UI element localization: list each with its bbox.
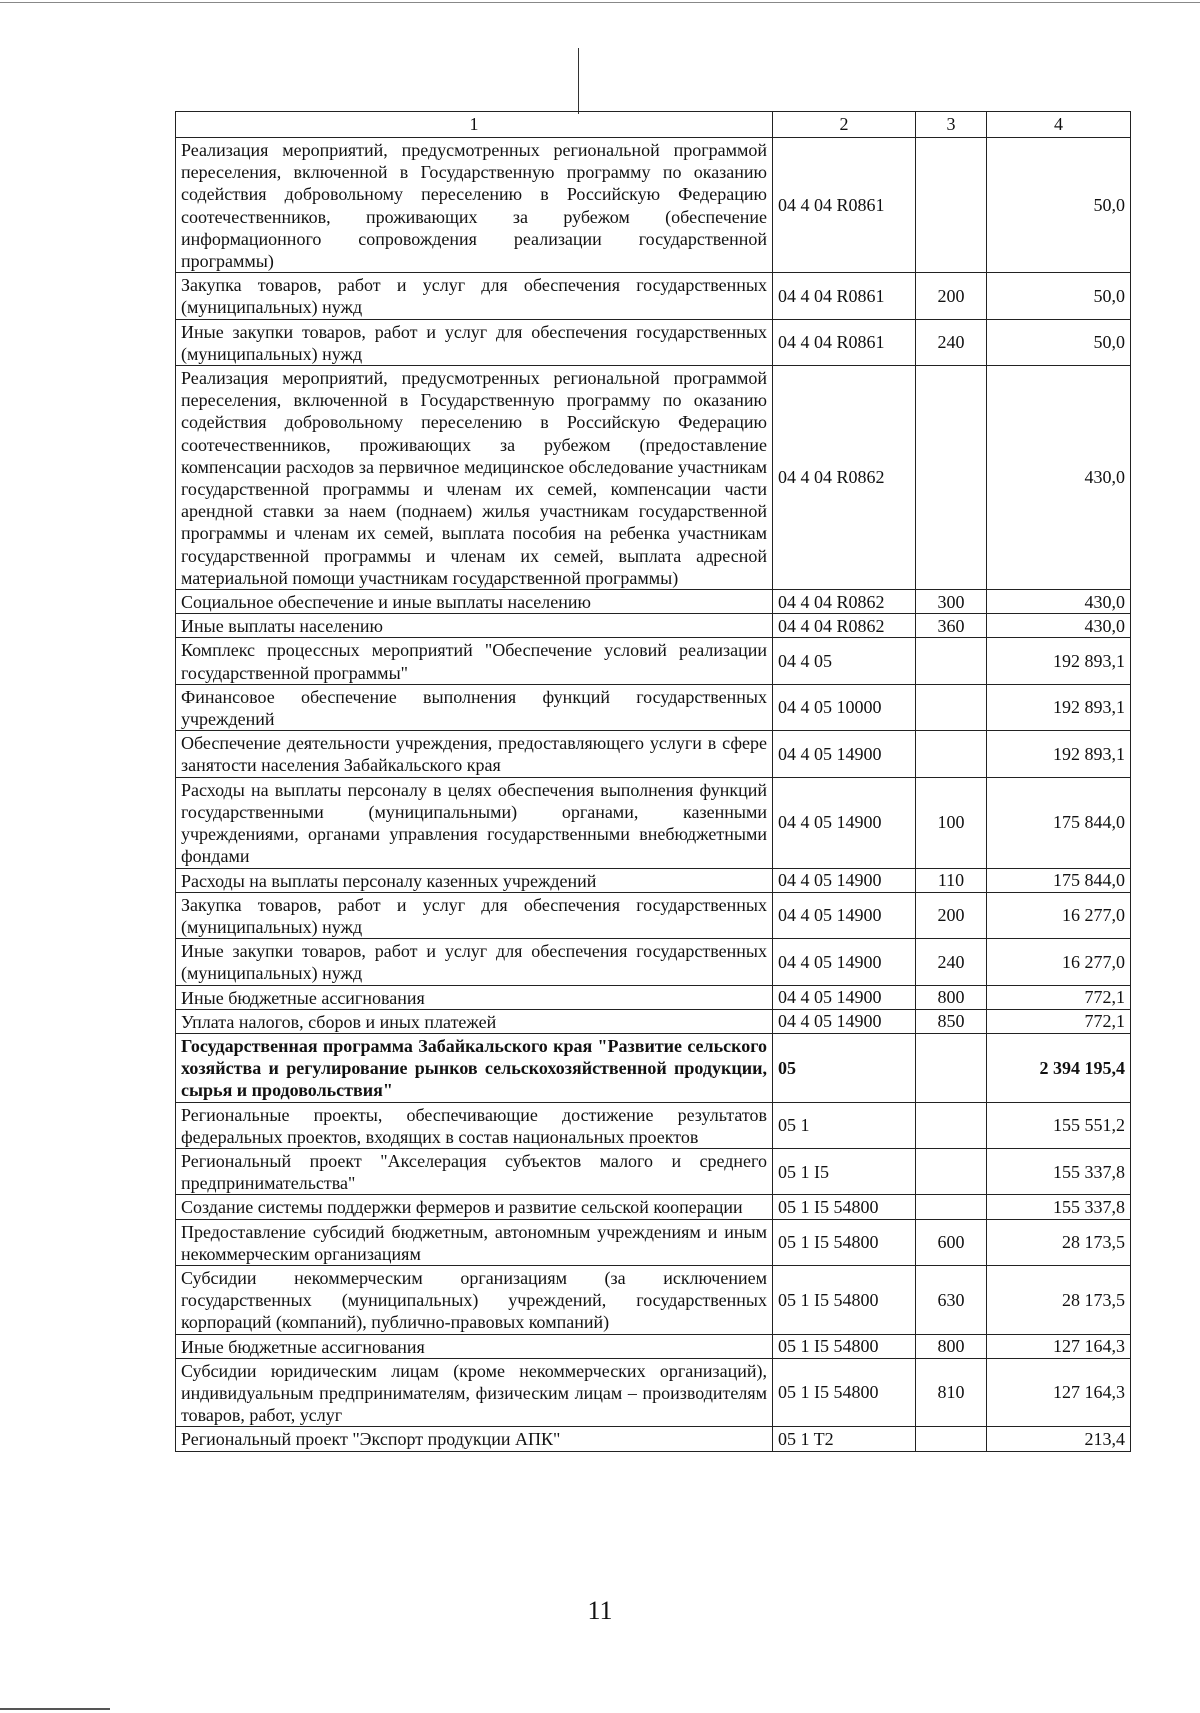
table-row <box>176 868 1131 892</box>
row-amount-cell: 192 893,1 <box>987 638 1131 684</box>
row-type-cell: 200 <box>916 892 987 938</box>
table-row <box>176 1427 1131 1451</box>
row-code-cell: 04 4 05 14900 <box>773 1009 916 1033</box>
scan-artifact-line <box>578 48 579 114</box>
bottom-edge-line <box>0 1708 110 1710</box>
row-amount-cell: 175 844,0 <box>987 777 1131 868</box>
row-type-cell: 360 <box>916 614 987 638</box>
page-number: 11 <box>587 1596 613 1625</box>
row-type-cell: 850 <box>916 1009 987 1033</box>
row-code-cell: 05 1 <box>773 1102 916 1148</box>
row-code-cell: 04 4 05 14900 <box>773 777 916 868</box>
row-amount-cell: 772,1 <box>987 985 1131 1009</box>
row-code-cell: 05 1 I5 54800 <box>773 1219 916 1265</box>
table-row <box>176 1033 1131 1102</box>
row-amount-cell: 430,0 <box>987 590 1131 614</box>
row-amount-cell: 28 173,5 <box>987 1265 1131 1334</box>
row-amount-cell: 213,4 <box>987 1427 1131 1451</box>
row-type-cell: 800 <box>916 985 987 1009</box>
table-row <box>176 1148 1131 1194</box>
header-col-1: 1 <box>176 112 773 138</box>
header-col-2: 2 <box>773 112 916 138</box>
table-row <box>176 1265 1131 1334</box>
row-name-cell: Предоставление субсидий бюджетным, автономным учреждениям и иным некоммерческим организациям <box>176 1219 773 1265</box>
row-type-cell <box>916 366 987 590</box>
row-type-cell <box>916 1102 987 1148</box>
table-row <box>176 1195 1131 1219</box>
table-row <box>176 731 1131 777</box>
table-row <box>176 1219 1131 1265</box>
row-code-cell: 04 4 04 R0862 <box>773 614 916 638</box>
row-code-cell: 04 4 04 R0861 <box>773 319 916 365</box>
row-type-cell: 240 <box>916 319 987 365</box>
row-amount-cell: 127 164,3 <box>987 1334 1131 1358</box>
row-type-cell <box>916 731 987 777</box>
row-code-cell: 04 4 05 14900 <box>773 731 916 777</box>
table-row <box>176 1358 1131 1427</box>
row-type-cell <box>916 138 987 273</box>
row-amount-cell: 155 337,8 <box>987 1148 1131 1194</box>
row-code-cell: 04 4 05 14900 <box>773 985 916 1009</box>
row-amount-cell: 127 164,3 <box>987 1358 1131 1427</box>
row-amount-cell: 50,0 <box>987 319 1131 365</box>
row-name-cell: Иные бюджетные ассигнования <box>176 985 773 1009</box>
row-name-cell: Региональный проект "Акселерация субъектов малого и среднего предпринимательства" <box>176 1148 773 1194</box>
row-type-cell <box>916 1033 987 1102</box>
table-row <box>176 638 1131 684</box>
row-amount-cell: 28 173,5 <box>987 1219 1131 1265</box>
row-code-cell: 05 1 T2 <box>773 1427 916 1451</box>
row-name-cell: Реализация мероприятий, предусмотренных региональной программой переселения, включенной в Государственную программу по оказанию содействия добровольному переселению в Российскую Федерацию соотечественников, проживающих за рубежом (обеспечение информационного сопровождения реализации государственной программы) <box>176 138 773 273</box>
row-name-cell: Уплата налогов, сборов и иных платежей <box>176 1009 773 1033</box>
row-code-cell: 04 4 04 R0861 <box>773 138 916 273</box>
row-name-cell: Региональные проекты, обеспечивающие достижение результатов федеральных проектов, входящих в состав национальных проектов <box>176 1102 773 1148</box>
row-type-cell <box>916 1148 987 1194</box>
row-code-cell: 05 1 I5 54800 <box>773 1358 916 1427</box>
row-name-cell: Иные бюджетные ассигнования <box>176 1334 773 1358</box>
table-row <box>176 1334 1131 1358</box>
table-row <box>176 684 1131 730</box>
row-name-cell: Реализация мероприятий, предусмотренных региональной программой переселения, включенной в Государственную программу по оказанию содействия добровольному переселению в Российскую Федерацию соотечественников, проживающих за рубежом (предоставление компенсации расходов за первичное медицинское обследование участникам государственной программы и членам их семей, компенсации части арендной ставки за наем (поднаем) жилья участникам государственной программы и членам их семей, выплата пособия на ребенка участникам государственной программы и членам их семей, выплата адресной материальной помощи участникам государственной программы) <box>176 366 773 590</box>
row-type-cell: 200 <box>916 273 987 319</box>
row-amount-cell: 16 277,0 <box>987 892 1131 938</box>
row-name-cell: Расходы на выплаты персоналу казенных учреждений <box>176 868 773 892</box>
row-code-cell: 04 4 05 14900 <box>773 939 916 985</box>
row-amount-cell: 155 551,2 <box>987 1102 1131 1148</box>
row-type-cell: 100 <box>916 777 987 868</box>
row-type-cell: 110 <box>916 868 987 892</box>
row-name-cell: Закупка товаров, работ и услуг для обеспечения государственных (муниципальных) нужд <box>176 892 773 938</box>
row-type-cell: 800 <box>916 1334 987 1358</box>
row-type-cell <box>916 1195 987 1219</box>
row-name-cell: Комплекс процессных мероприятий "Обеспечение условий реализации государственной программы" <box>176 638 773 684</box>
row-amount-cell: 50,0 <box>987 273 1131 319</box>
table-header-row <box>176 112 1131 138</box>
row-amount-cell: 430,0 <box>987 366 1131 590</box>
table-row <box>176 939 1131 985</box>
row-type-cell: 630 <box>916 1265 987 1334</box>
row-code-cell: 04 4 05 14900 <box>773 868 916 892</box>
row-name-cell: Иные выплаты населению <box>176 614 773 638</box>
row-code-cell: 04 4 05 10000 <box>773 684 916 730</box>
table-row <box>176 366 1131 590</box>
header-col-3: 3 <box>916 112 987 138</box>
row-name-cell: Субсидии юридическим лицам (кроме некоммерческих организаций), индивидуальным предпринимателям, физическим лицам – производителям товаров, работ, услуг <box>176 1358 773 1427</box>
table-row <box>176 319 1131 365</box>
row-amount-cell: 16 277,0 <box>987 939 1131 985</box>
table-row <box>176 273 1131 319</box>
row-code-cell: 05 1 I5 54800 <box>773 1195 916 1219</box>
row-amount-cell: 192 893,1 <box>987 684 1131 730</box>
table-row <box>176 1102 1131 1148</box>
row-code-cell: 05 1 I5 54800 <box>773 1334 916 1358</box>
row-name-cell: Иные закупки товаров, работ и услуг для обеспечения государственных (муниципальных) нужд <box>176 319 773 365</box>
table-row <box>176 985 1131 1009</box>
row-type-cell: 240 <box>916 939 987 985</box>
row-code-cell: 05 1 I5 <box>773 1148 916 1194</box>
row-name-cell: Обеспечение деятельности учреждения, предоставляющего услуги в сфере занятости населения Забайкальского края <box>176 731 773 777</box>
top-edge-line <box>0 2 1200 3</box>
row-type-cell: 300 <box>916 590 987 614</box>
row-code-cell: 04 4 05 <box>773 638 916 684</box>
table-row <box>176 777 1131 868</box>
row-name-cell: Расходы на выплаты персоналу в целях обеспечения выполнения функций государственными (муниципальными) органами, казенными учреждениями, органами управления государственными внебюджетными фондами <box>176 777 773 868</box>
table-row <box>176 892 1131 938</box>
row-amount-cell: 155 337,8 <box>987 1195 1131 1219</box>
row-amount-cell: 50,0 <box>987 138 1131 273</box>
table-row <box>176 138 1131 273</box>
row-type-cell <box>916 638 987 684</box>
table-row <box>176 614 1131 638</box>
row-name-cell: Государственная программа Забайкальского края "Развитие сельского хозяйства и регулирование рынков сельскохозяйственной продукции, сырья и продовольствия" <box>176 1033 773 1102</box>
row-name-cell: Финансовое обеспечение выполнения функций государственных учреждений <box>176 684 773 730</box>
row-code-cell: 05 <box>773 1033 916 1102</box>
row-name-cell: Региональный проект "Экспорт продукции АПК" <box>176 1427 773 1451</box>
table-row <box>176 1009 1131 1033</box>
row-name-cell: Иные закупки товаров, работ и услуг для обеспечения государственных (муниципальных) нужд <box>176 939 773 985</box>
budget-table <box>175 111 1131 1452</box>
row-type-cell: 600 <box>916 1219 987 1265</box>
row-name-cell: Закупка товаров, работ и услуг для обеспечения государственных (муниципальных) нужд <box>176 273 773 319</box>
row-amount-cell: 772,1 <box>987 1009 1131 1033</box>
row-amount-cell: 192 893,1 <box>987 731 1131 777</box>
row-name-cell: Социальное обеспечение и иные выплаты населению <box>176 590 773 614</box>
row-amount-cell: 175 844,0 <box>987 868 1131 892</box>
row-code-cell: 04 4 04 R0861 <box>773 273 916 319</box>
row-type-cell <box>916 1427 987 1451</box>
row-code-cell: 04 4 04 R0862 <box>773 366 916 590</box>
table-row <box>176 590 1131 614</box>
row-type-cell: 810 <box>916 1358 987 1427</box>
header-col-4: 4 <box>987 112 1131 138</box>
row-type-cell <box>916 684 987 730</box>
row-code-cell: 04 4 04 R0862 <box>773 590 916 614</box>
row-name-cell: Создание системы поддержки фермеров и развитие сельской кооперации <box>176 1195 773 1219</box>
row-amount-cell: 2 394 195,4 <box>987 1033 1131 1102</box>
row-code-cell: 05 1 I5 54800 <box>773 1265 916 1334</box>
row-amount-cell: 430,0 <box>987 614 1131 638</box>
row-name-cell: Субсидии некоммерческим организациям (за исключением государственных (муниципальных) учреждений, государственных корпораций (компаний), публично-правовых компаний) <box>176 1265 773 1334</box>
row-code-cell: 04 4 05 14900 <box>773 892 916 938</box>
